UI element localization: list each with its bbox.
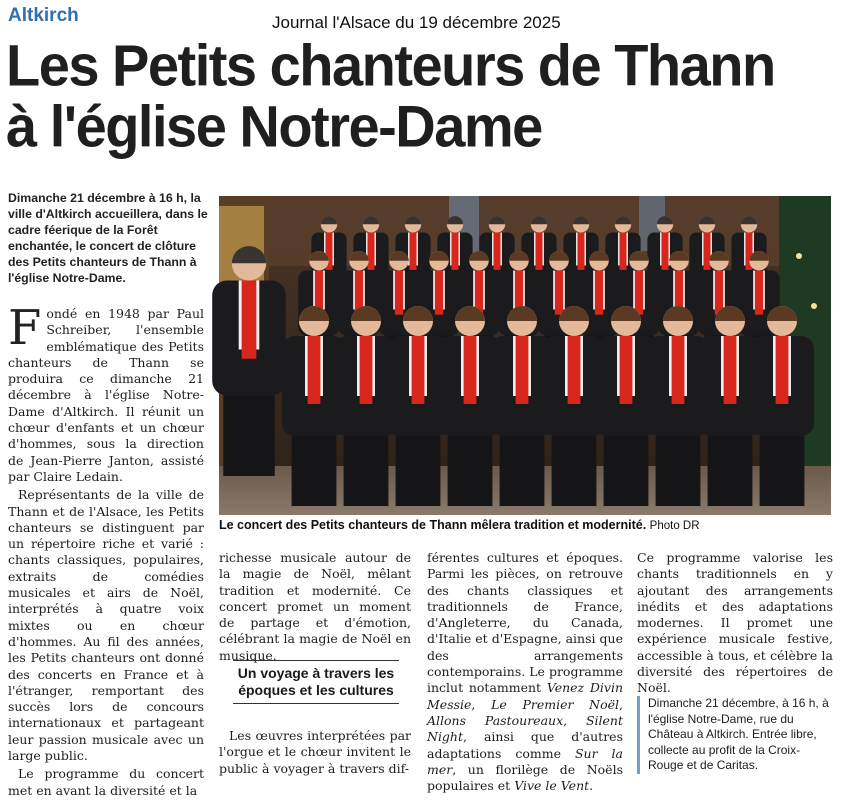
col3-text-mid: , ainsi que d'autres adaptations comme [427,729,623,761]
work-title-4: Silent Night [427,712,623,745]
work-title-1: Venez Divin Messie [427,680,624,712]
column-2-continued [219,728,411,779]
column-2b-text: Les œuvres interprétées par l'orgue et le chœur invitent le public à voyager à travers dif- [219,728,411,776]
column-2-text: richesse musicale autour de la magie de Noël, mêlant tradition et modernité. Ce concert promet un moment de partage et d'émotion, célébrant la magie de Noël en musique. [219,550,411,663]
photo-credit: Photo DR [649,520,700,532]
subheading: Un voyage à travers les époques et les cultures [233,660,399,704]
column-3-text [427,550,623,794]
column-4-text: Ce programme valorise les chants traditionnels en y ajoutant des arrangements inédits et des adaptations modernes. Il promet une expérience musicale festive, accessible à tous, et célèbre la diversité des répertoires de Noël. [637,550,833,696]
choir-photo [219,196,831,515]
source-line: Journal l'Alsace du 19 décembre 2025 [272,13,561,32]
paragraph-2: Représentants de la ville de Thann et de l'Alsace, les Petits chanteurs se distinguent par un répertoire riche et varié : chants classiques, populaires, extraits de comédies musicales et airs de Noël, interprétés à quatre voix mixtes ou en chœur d'hommes. Au fil des années, les Petits chanteurs ont donné des concerts en France et à l'étranger, remportant des succès lors de concours internationaux et partageant leur passion musicale avec un large public. [8,487,204,764]
col3-text-mid2: , un florilège de Noëls populaires et [427,761,623,794]
column-4 [637,550,833,699]
paragraph-1-text: ondé en 1948 par Paul Schreiber, l'ensemble emblématique des Petits chanteurs de Thann se produira ce dimanche 21 décembre à l'église Notre-Dame d'Altkirch. Il réunit un chœur d'enfants et un chœur d'hommes, sous la direction de Jean-Pierre Janton, assisté par Claire Ledain. [8,306,204,484]
work-title-5: Sur la mer [427,745,623,777]
headline-line-2: à l'église Notre-Dame [6,92,542,159]
col3-text-end: . [589,778,594,794]
choir-illustration [219,196,831,515]
lead-paragraph: Dimanche 21 décembre à 16 h, la ville d'Altkirch accueillera, dans le cadre féerique de la Forêt enchantée, le concert de clôture des Petits chanteurs de Thann à l'église Notre-Dame. [8,191,208,285]
paragraph-3: Le programme du concert met en avant la diversité et la [8,766,204,798]
headline [6,31,841,159]
work-title-2: Le Premier Noël [491,696,620,712]
practical-info-box: Dimanche 21 décembre, à 16 h, à l'église Notre-Dame, rue du Château à Altkirch. Entrée libre, collecte au profit de la Croix-Rouge et de Caritas. [637,696,833,774]
work-title-3: Allons Pastoureaux [427,712,564,728]
headline-line-1: Les Petits chanteurs de Thann [6,31,775,99]
col3-text-a: férentes cultures et époques. Parmi les pièces, on retrouve des chants classiques et traditionnels de France, d'Angleterre, du Canada, d'Italie et d'Espagne, ainsi que des arrangements contemporains. Le programme inclut notamment [427,550,623,696]
col3-sep-1: , [471,696,492,712]
photo-caption [219,518,831,532]
column-2 [219,550,411,666]
work-title-6: Vive le Vent [514,778,590,794]
section-rubric: Altkirch [8,5,79,26]
col3-sep-2: , [619,696,623,712]
caption-text: Le concert des Petits chanteurs de Thann mêlera tradition et modernité. [219,518,647,532]
drop-cap: F [8,300,42,356]
col3-sep-3: , [563,712,586,728]
paragraph-1 [8,300,204,485]
column-3 [427,550,623,796]
column-1 [8,300,204,801]
